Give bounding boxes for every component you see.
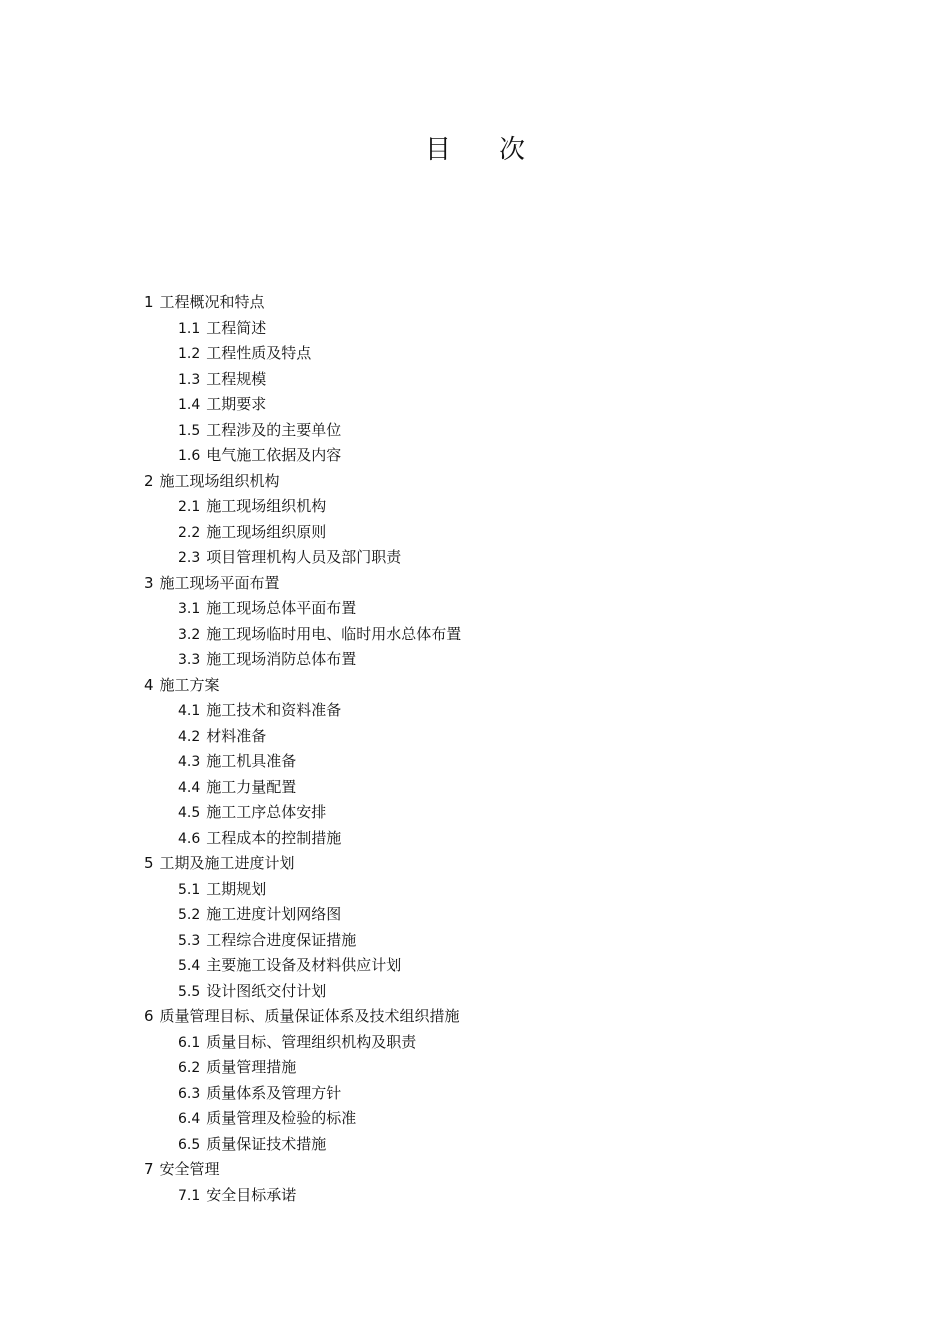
toc-item-text: 工程综合进度保证措施	[206, 930, 357, 949]
toc-item-text: 施工现场组织机构	[159, 471, 280, 490]
toc-item-number: 4.6	[178, 830, 201, 847]
toc-item-number: 5.4	[178, 958, 201, 974]
toc-chapter-item[interactable]	[144, 1157, 844, 1183]
toc-section-item[interactable]	[144, 1106, 844, 1132]
toc-section-item[interactable]	[144, 902, 844, 928]
toc-item-text: 工程简述	[206, 318, 267, 337]
toc-item-number: 5.5	[178, 983, 201, 1000]
toc-item-text: 施工进度计划网络图	[206, 905, 342, 923]
toc-section-item[interactable]	[144, 1030, 844, 1056]
toc-item-number: 6.1	[178, 1034, 201, 1051]
toc-item-text: 质量目标、管理组织机构及职责	[206, 1032, 417, 1051]
toc-item-text: 工程性质及特点	[206, 344, 312, 362]
toc-section-item[interactable]	[144, 749, 844, 775]
toc-section-item[interactable]	[144, 1081, 844, 1107]
table-of-contents	[144, 290, 844, 1208]
toc-item-number: 5.1	[178, 881, 201, 898]
title-char-1: 目	[424, 135, 451, 165]
toc-item-number: 1.2	[178, 346, 201, 362]
toc-section-item[interactable]	[144, 622, 844, 648]
toc-section-item[interactable]	[144, 1055, 844, 1081]
toc-item-number: 4.1	[178, 703, 201, 719]
toc-item-number: 1.6	[178, 448, 201, 464]
toc-item-number: 4.5	[178, 805, 201, 821]
toc-section-item[interactable]	[144, 1132, 844, 1158]
toc-item-number: 1.4	[178, 397, 201, 413]
toc-item-text: 施工工序总体安排	[206, 803, 327, 821]
toc-item-number: 1	[144, 293, 154, 311]
toc-section-item[interactable]	[144, 928, 844, 954]
toc-item-text: 主要施工设备及材料供应计划	[206, 956, 402, 974]
toc-item-number: 7	[144, 1160, 154, 1178]
toc-item-number: 4.2	[178, 728, 201, 745]
toc-item-number: 2.3	[178, 550, 201, 566]
toc-item-text: 质量管理及检验的标准	[206, 1109, 357, 1127]
toc-item-number: 2.1	[178, 499, 201, 515]
toc-item-text: 项目管理机构人员及部门职责	[206, 548, 402, 566]
title-char-2: 次	[499, 135, 526, 165]
toc-item-text: 施工现场总体平面布置	[206, 599, 357, 617]
toc-item-number: 6.4	[178, 1111, 201, 1127]
toc-item-number: 1.5	[178, 422, 201, 439]
toc-item-text: 工期规划	[206, 879, 267, 898]
toc-chapter-item[interactable]	[144, 469, 844, 495]
toc-item-text: 电气施工依据及内容	[206, 446, 342, 464]
toc-item-number: 1.3	[178, 371, 201, 388]
toc-section-item[interactable]	[144, 953, 844, 979]
toc-item-number: 5	[144, 854, 154, 872]
toc-item-number: 6.3	[178, 1085, 201, 1102]
toc-item-text: 施工现场消防总体布置	[206, 650, 357, 668]
toc-section-item[interactable]	[144, 826, 844, 852]
toc-item-text: 施工技术和资料准备	[206, 701, 342, 719]
toc-section-item[interactable]	[144, 698, 844, 724]
toc-item-text: 工期要求	[206, 395, 267, 413]
toc-section-item[interactable]	[144, 392, 844, 418]
toc-item-number: 3	[144, 573, 154, 592]
toc-item-text: 工程涉及的主要单位	[206, 420, 342, 439]
toc-item-text: 质量管理目标、质量保证体系及技术组织措施	[159, 1007, 460, 1025]
page-title	[0, 132, 950, 168]
toc-item-text: 施工现场组织机构	[206, 497, 327, 515]
toc-section-item[interactable]	[144, 367, 844, 393]
toc-section-item[interactable]	[144, 775, 844, 801]
toc-item-number: 7.1	[178, 1187, 201, 1204]
toc-item-text: 工程规模	[206, 369, 267, 388]
toc-section-item[interactable]	[144, 724, 844, 750]
toc-section-item[interactable]	[144, 341, 844, 367]
toc-item-text: 施工现场临时用电、临时用水总体布置	[206, 624, 462, 643]
toc-section-item[interactable]	[144, 877, 844, 903]
toc-item-number: 5.3	[178, 932, 201, 949]
toc-item-text: 工程概况和特点	[159, 293, 265, 311]
toc-section-item[interactable]	[144, 596, 844, 622]
toc-item-number: 2.2	[178, 524, 201, 541]
toc-item-text: 材料准备	[206, 726, 267, 745]
toc-item-number: 4.4	[178, 779, 201, 796]
toc-item-text: 设计图纸交付计划	[206, 981, 327, 1000]
toc-item-text: 施工现场平面布置	[159, 573, 280, 592]
toc-section-item[interactable]	[144, 443, 844, 469]
toc-item-number: 3.1	[178, 601, 201, 617]
toc-chapter-item[interactable]	[144, 290, 844, 316]
toc-section-item[interactable]	[144, 800, 844, 826]
toc-item-text: 质量管理措施	[206, 1058, 297, 1076]
toc-chapter-item[interactable]	[144, 571, 844, 597]
toc-item-number: 3.3	[178, 652, 201, 668]
toc-item-text: 施工现场组织原则	[206, 522, 327, 541]
toc-section-item[interactable]	[144, 418, 844, 444]
toc-section-item[interactable]	[144, 647, 844, 673]
toc-chapter-item[interactable]	[144, 1004, 844, 1030]
toc-item-text: 安全目标承诺	[206, 1185, 297, 1204]
toc-item-text: 安全管理	[159, 1160, 220, 1178]
toc-item-number: 6	[144, 1007, 154, 1025]
toc-item-number: 6.5	[178, 1136, 201, 1153]
toc-item-number: 3.2	[178, 626, 201, 643]
toc-section-item[interactable]	[144, 494, 844, 520]
toc-item-text: 质量体系及管理方针	[206, 1083, 342, 1102]
toc-item-text: 施工方案	[159, 675, 220, 694]
toc-section-item[interactable]	[144, 979, 844, 1005]
toc-item-number: 4.3	[178, 754, 201, 770]
toc-item-number: 5.2	[178, 907, 201, 923]
toc-chapter-item[interactable]	[144, 851, 844, 877]
toc-section-item[interactable]	[144, 1183, 844, 1209]
toc-item-text: 工期及施工进度计划	[159, 854, 295, 872]
toc-chapter-item[interactable]	[144, 673, 844, 699]
toc-item-number: 2	[144, 471, 154, 490]
toc-item-text: 施工力量配置	[206, 777, 297, 796]
toc-section-item[interactable]	[144, 545, 844, 571]
toc-item-number: 6.2	[178, 1060, 201, 1076]
toc-section-item[interactable]	[144, 316, 844, 342]
toc-item-number: 4	[144, 675, 154, 694]
toc-item-text: 质量保证技术措施	[206, 1134, 327, 1153]
toc-item-text: 工程成本的控制措施	[206, 828, 342, 847]
toc-section-item[interactable]	[144, 520, 844, 546]
toc-item-number: 1.1	[178, 320, 201, 337]
toc-item-text: 施工机具准备	[206, 752, 297, 770]
